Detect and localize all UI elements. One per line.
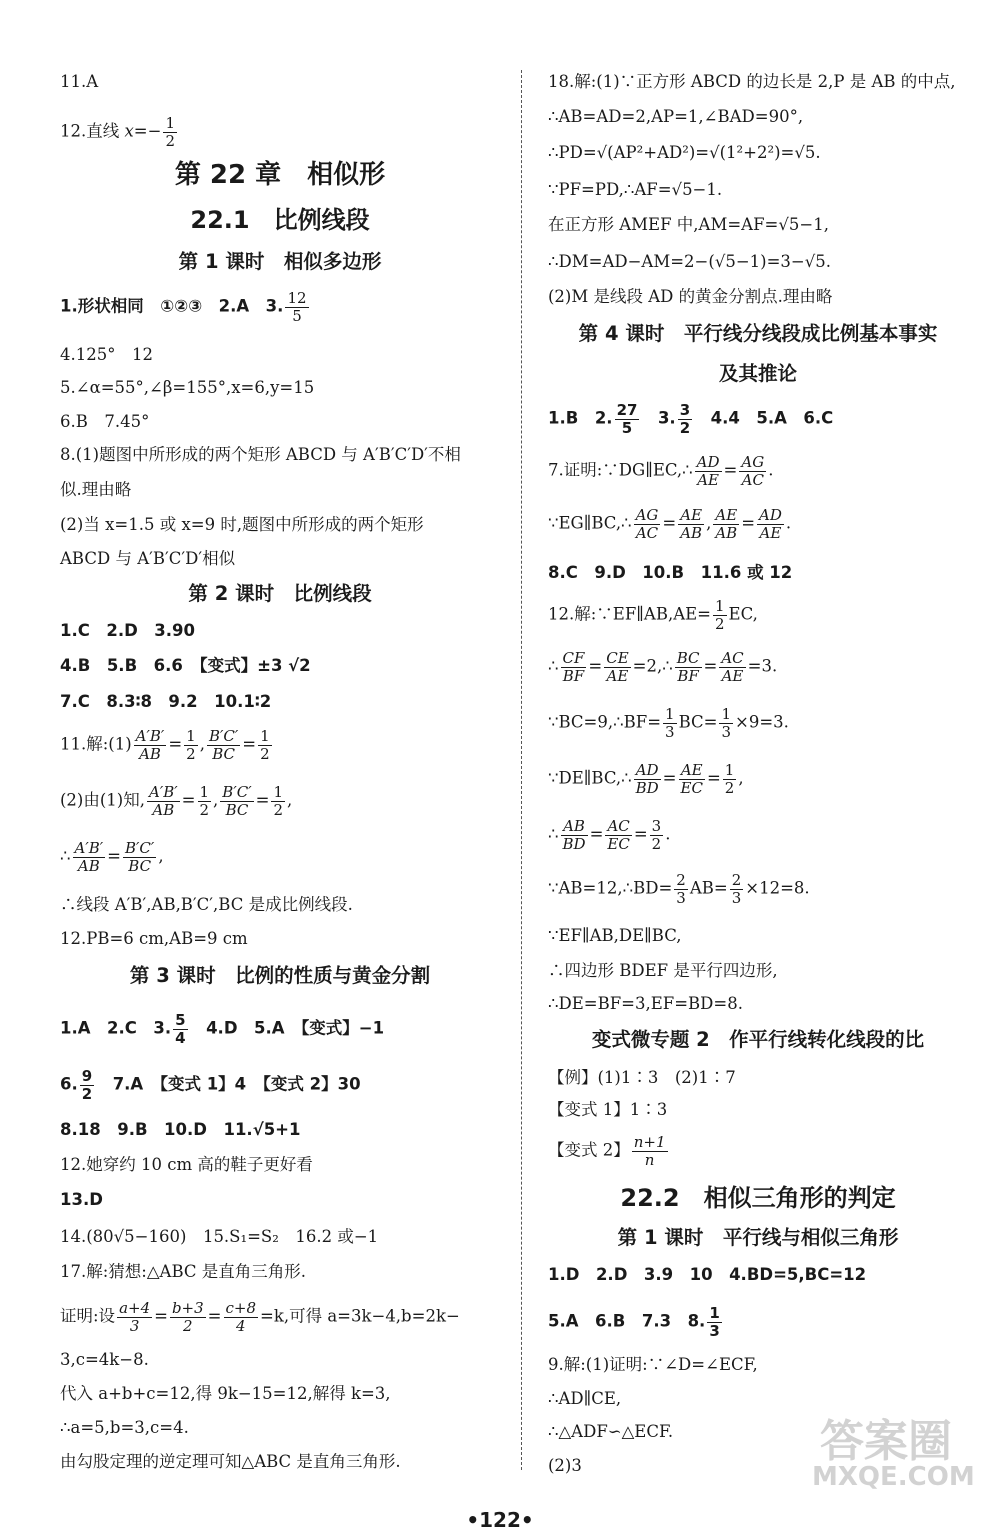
column-divider xyxy=(521,70,522,1470)
answer-line: ∴线段 A′B′,AB,B′C′,BC 是成比例线段. xyxy=(60,895,353,914)
answer-line: 18.解:(1)∵正方形 ABCD 的边长是 2,P 是 AB 的中点, xyxy=(548,72,956,91)
answer-line: 4.125° 12 xyxy=(60,345,153,364)
answer-line: 代入 a+b+c=12,得 9k−15=12,解得 k=3, xyxy=(60,1384,391,1403)
answer-line: ∵EF∥AB,DE∥BC, xyxy=(548,926,682,945)
answer-line: 8.18 9.B 10.D 11.√5+1 xyxy=(60,1120,301,1139)
answer-11: 11.A xyxy=(60,72,99,91)
answer-line: ∴AB=AD=2,AP=1,∠BAD=90°, xyxy=(548,107,804,126)
answer-line: 7.C 8.3∶8 9.2 10.1∶2 xyxy=(60,692,272,711)
answer-line: 由勾股定理的逆定理可知△ABC 是直角三角形. xyxy=(60,1452,401,1471)
section-title-2: 22.2 相似三角形的判定 xyxy=(620,1184,896,1212)
answer-line: 12.解:∵EF∥AB,AE= $\frac{1}{2}$ EC, xyxy=(548,597,758,633)
lesson-title-1: 第 1 课时 相似多边形 xyxy=(178,250,382,273)
answer-line: 6. $\frac{9}{2}$ 7.A 【变式 1】4 【变式 2】30 xyxy=(60,1067,361,1103)
answer-line: 3,c=4k−8. xyxy=(60,1350,149,1369)
special-topic-title: 变式微专题 2 作平行线转化线段的比 xyxy=(591,1028,925,1051)
answer-line: 【变式 2】 $\frac{n+1}{n}$ xyxy=(548,1133,666,1169)
answer-line: 1.B 2. $\frac{27}{5}$ 3. $\frac{3}{2}$ 4.4 5.A 6.C xyxy=(548,401,834,437)
page-number: •122• xyxy=(466,1508,534,1532)
lesson-title-4-cont: 及其推论 xyxy=(718,362,797,385)
answer-line: 12.PB=6 cm,AB=9 cm xyxy=(60,929,248,948)
answer-line: 8.C 9.D 10.B 11.6 或 12 xyxy=(548,563,793,582)
answer-line: 14.(80√5−160) 15.S₁=S₂ 16.2 或−1 xyxy=(60,1227,379,1246)
answer-line: 似.理由略 xyxy=(60,480,132,499)
answer-line: ∴△ADF∽△ECF. xyxy=(548,1422,674,1441)
answer-line: 1.C 2.D 3.90 xyxy=(60,621,196,640)
answer-line: ∵EG∥BC,∴ $\frac{AG}{AC}$ = $\frac{AE}{AB}$ , $\frac{AE}{AB}$ = $\frac{AD}{AE}$ . xyxy=(548,506,792,542)
answer-line: 6.B 7.45° xyxy=(60,412,150,431)
answer-line: (2)当 x=1.5 或 x=9 时,题图中所形成的两个矩形 xyxy=(60,515,424,534)
lesson-title-2: 第 2 课时 比例线段 xyxy=(188,582,372,605)
answer-line: ∵BC=9,∴BF= $\frac{1}{3}$ BC= $\frac{1}{3}$ ×9=3. xyxy=(548,705,789,741)
answer-line: ∵AB=12,∴BD= $\frac{2}{3}$ AB= $\frac{2}{3}$ ×12=8. xyxy=(548,871,810,907)
answer-line: (2)M 是线段 AD 的黄金分割点.理由略 xyxy=(548,287,833,306)
answer-line: 13.D xyxy=(60,1190,103,1209)
answer-line: 11.解:(1) $\frac{A'B'}{AB}$ = $\frac{1}{2}$ , $\frac{B'C'}{BC}$ = $\frac{1}{2}$ xyxy=(60,727,270,763)
left-column xyxy=(60,0,500,1536)
answer-line: ∴DM=AD−AM=2−(√5−1)=3−√5. xyxy=(548,252,831,271)
answer-line: 1.A 2.C 3. $\frac{5}{4}$ 4.D 5.A 【变式】−1 xyxy=(60,1011,385,1047)
answer-line: 在正方形 AMEF 中,AM=AF=√5−1, xyxy=(548,215,829,234)
answer-line: ∴ $\frac{A'B'}{AB}$ = $\frac{B'C'}{BC}$ , xyxy=(60,839,164,875)
answer-12: 12.直线 x=− $\frac{1}{2}$ xyxy=(60,114,176,150)
lesson-title-5: 第 1 课时 平行线与相似三角形 xyxy=(617,1226,899,1249)
answer-line: ∴ $\frac{CF}{BF}$ = $\frac{CE}{AE}$ =2,∴ $\frac{BC}{BF}$ = $\frac{AC}{AE}$ =3. xyxy=(548,649,778,685)
section-title: 22.1 比例线段 xyxy=(190,206,370,234)
answer-line: ∴四边形 BDEF 是平行四边形, xyxy=(548,961,778,980)
lesson-title-4: 第 4 课时 平行线分线段成比例基本事实 xyxy=(578,322,938,345)
answer-line: 8.(1)题图中所形成的两个矩形 ABCD 与 A′B′C′D′不相 xyxy=(60,445,461,464)
answer-line: ∴ $\frac{AB}{BD}$ = $\frac{AC}{EC}$ = $\frac{3}{2}$ . xyxy=(548,817,671,853)
answer-line: ∴AD∥CE, xyxy=(548,1389,622,1408)
answer-line: 1.D 2.D 3.9 10 4.BD=5,BC=12 xyxy=(548,1265,867,1284)
answer-line: 12.她穿约 10 cm 高的鞋子更好看 xyxy=(60,1155,313,1174)
answer-line: 【例】(1)1∶3 (2)1∶7 xyxy=(548,1068,736,1087)
answer-line: ∴PD=√(AP²+AD²)=√(1²+2²)=√5. xyxy=(548,143,821,162)
answer-line: 5.∠α=55°,∠β=155°,x=6,y=15 xyxy=(60,378,315,397)
watermark-url: MXQE.COM xyxy=(812,1462,975,1492)
answer-line: 9.解:(1)证明:∵∠D=∠ECF, xyxy=(548,1355,758,1374)
answer-line: 17.解:猜想:△ABC 是直角三角形. xyxy=(60,1262,307,1281)
answer-line: 5.A 6.B 7.3 8. $\frac{1}{3}$ xyxy=(548,1304,720,1340)
answer-line: 1.形状相同 ①②③ 2.A 3. $\frac{12}{5}$ xyxy=(60,289,307,325)
answer-line: ∴a=5,b=3,c=4. xyxy=(60,1418,189,1437)
answer-line: (2)由(1)知, $\frac{A'B'}{AB}$ = $\frac{1}{2}$ , $\frac{B'C'}{BC}$ = $\frac{1}{2}$ , xyxy=(60,783,293,819)
lesson-title-3: 第 3 课时 比例的性质与黄金分割 xyxy=(129,964,431,987)
answer-line: ∵DE∥BC,∴ $\frac{AD}{BD}$ = $\frac{AE}{EC}$ = $\frac{1}{2}$ , xyxy=(548,761,744,797)
answer-line: 【变式 1】1∶3 xyxy=(548,1100,668,1119)
answer-line: 证明:设 $\frac{a+4}{3}$ = $\frac{b+3}{2}$ = $\frac{c+8}{4}$ =k,可得 a=3k−4,b=2k− xyxy=(60,1299,460,1335)
answer-line: ∵PF=PD,∴AF=√5−1. xyxy=(548,180,723,199)
answer-line: ∴DE=BF=3,EF=BD=8. xyxy=(548,994,743,1013)
right-column xyxy=(548,0,968,1536)
chapter-title: 第 22 章 相似形 xyxy=(174,160,386,190)
answer-line: 7.证明:∵DG∥EC,∴ $\frac{AD}{AE}$ = $\frac{AG}{AC}$ . xyxy=(548,453,774,489)
answer-line: (2)3 xyxy=(548,1456,582,1475)
watermark-logo: 答案圈 xyxy=(820,1416,952,1467)
answer-line: ABCD 与 A′B′C′D′相似 xyxy=(60,549,236,568)
answer-line: 4.B 5.B 6.6 【变式】±3 √2 xyxy=(60,656,311,675)
